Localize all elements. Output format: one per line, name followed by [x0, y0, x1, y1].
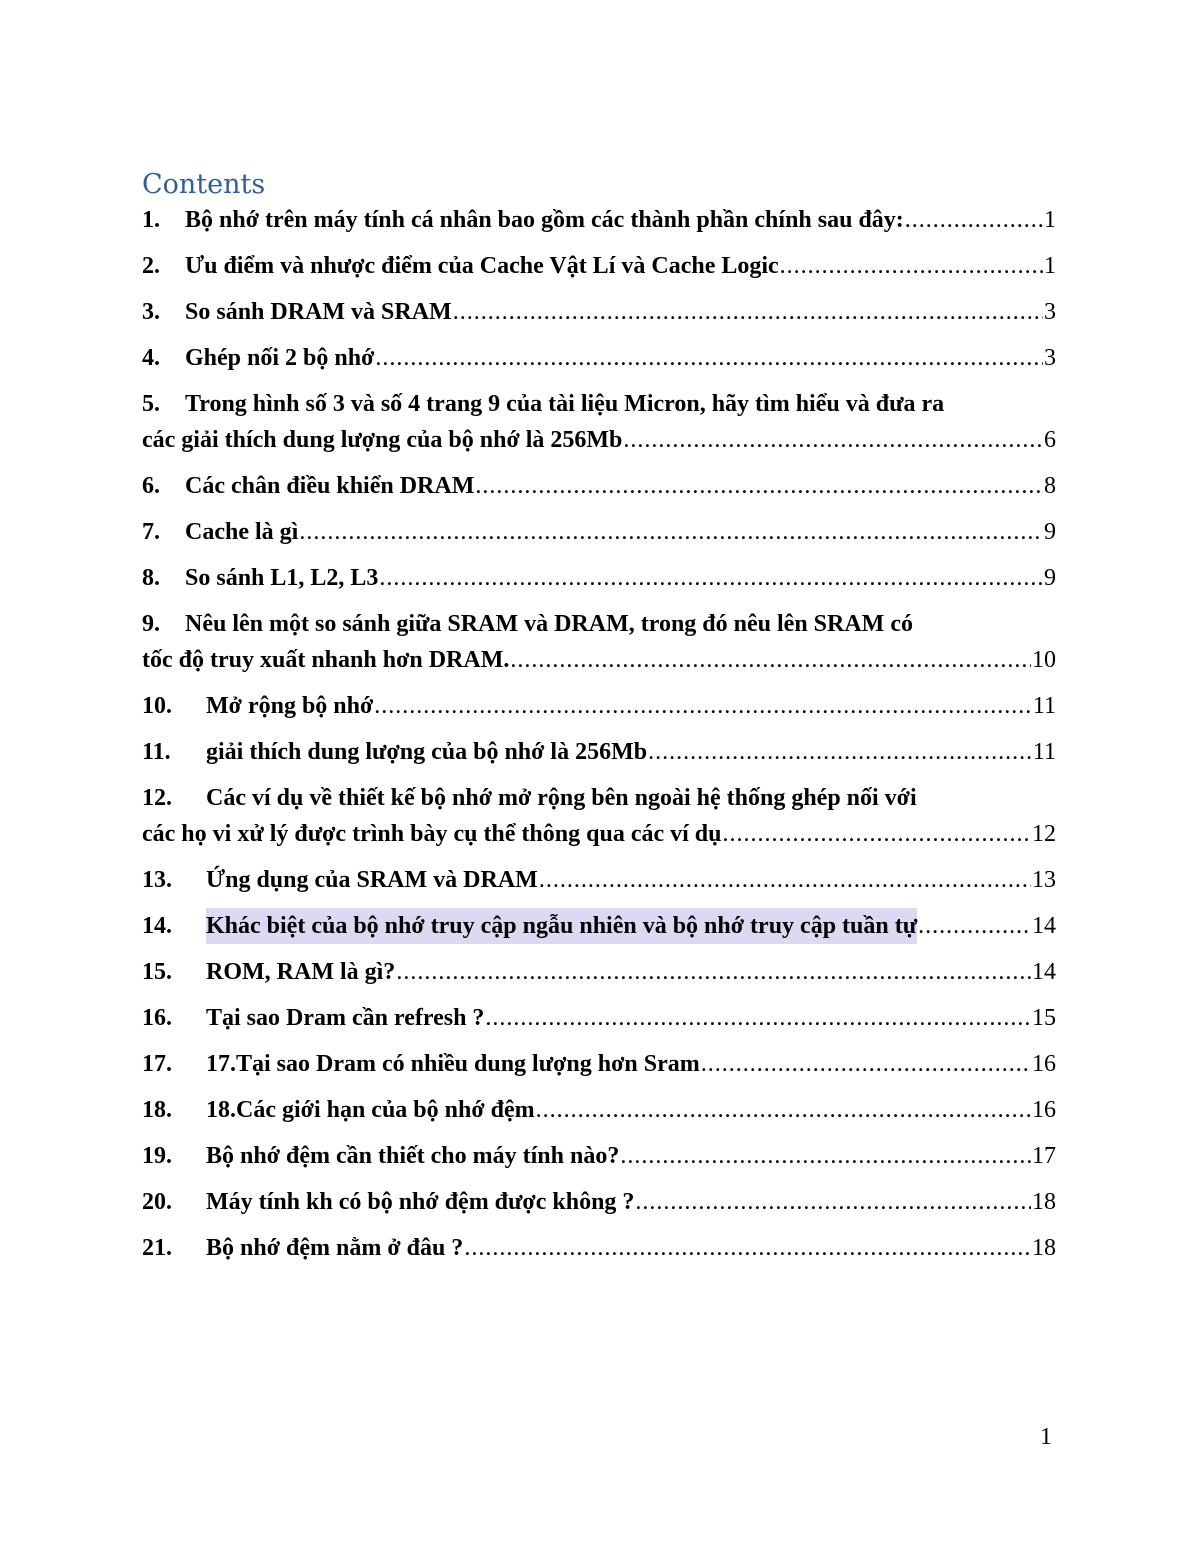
toc-dot-leader [485, 1000, 1031, 1036]
toc-entry-number: 12. [142, 785, 172, 811]
toc-entry-title: Tại sao Dram cần refresh ? [206, 1005, 485, 1031]
toc-entry-20[interactable] [142, 1184, 1056, 1220]
toc-entry-page: 16 [1032, 1051, 1056, 1077]
toc-entry-number: 4. [142, 345, 160, 371]
toc-entry-8[interactable] [142, 560, 1056, 596]
toc-entry-21[interactable] [142, 1230, 1056, 1266]
toc-heading: Contents [142, 169, 266, 200]
toc-entry-12[interactable] [142, 780, 1056, 852]
toc-entry-title: Mở rộng bộ nhớ [206, 693, 374, 719]
toc-entry-13[interactable] [142, 862, 1056, 898]
toc-entry-number: 1. [142, 207, 160, 233]
toc-entry-number: 7. [142, 519, 160, 545]
toc-entry-title: Bộ nhớ trên máy tính cá nhân bao gồm các thành phần chính sau đây: [185, 207, 904, 233]
toc-list [142, 202, 1056, 1276]
toc-entry-page: 3 [1044, 299, 1056, 325]
toc-dot-leader [375, 340, 1043, 376]
toc-entry-3[interactable] [142, 294, 1056, 330]
toc-entry-title: Bộ nhớ đệm nằm ở đâu ? [206, 1235, 464, 1261]
toc-entry-title: giải thích dung lượng của bộ nhớ là 256Mb [206, 739, 648, 765]
toc-entry-page: 9 [1044, 565, 1056, 591]
toc-entry-number: 16. [142, 1005, 172, 1031]
toc-entry-page: 18 [1032, 1235, 1056, 1261]
toc-entry-title-line2: các giải thích dung lượng của bộ nhớ là 256Mb [142, 427, 623, 453]
toc-entry-page: 10 [1032, 647, 1056, 673]
toc-entry-title-line2: tốc độ truy xuất nhanh hơn DRAM. [142, 647, 510, 673]
toc-dot-leader [396, 954, 1031, 990]
toc-entry-number: 18. [142, 1097, 172, 1123]
toc-entry-number: 17. [142, 1051, 172, 1077]
toc-dot-leader [299, 514, 1043, 550]
toc-entry-page: 6 [1044, 427, 1056, 453]
toc-entry-title: So sánh DRAM và SRAM [185, 299, 452, 325]
toc-dot-leader [464, 1230, 1031, 1266]
toc-dot-leader [539, 862, 1031, 898]
toc-entry-title-line1: Trong hình số 3 và số 4 trang 9 của tài liệu Micron, hãy tìm hiểu và đưa ra [185, 391, 945, 417]
toc-entry-number: 19. [142, 1143, 172, 1169]
toc-entry-page: 13 [1032, 867, 1056, 893]
toc-entry-10[interactable] [142, 688, 1056, 724]
toc-dot-leader [701, 1046, 1031, 1082]
toc-entry-title: Ghép nối 2 bộ nhớ [185, 345, 375, 371]
toc-dot-leader [374, 688, 1032, 724]
toc-entry-7[interactable] [142, 514, 1056, 550]
toc-entry-number: 13. [142, 867, 172, 893]
toc-entry-title: 18.Các giới hạn của bộ nhớ đệm [206, 1097, 535, 1123]
toc-entry-14[interactable] [142, 908, 1056, 944]
toc-entry-title-highlighted: Khác biệt của bộ nhớ truy cập ngẫu nhiên và bộ nhớ truy cập tuần tự [206, 908, 917, 944]
toc-entry-15[interactable] [142, 954, 1056, 990]
toc-entry-page: 15 [1032, 1005, 1056, 1031]
toc-entry-page: 3 [1044, 345, 1056, 371]
toc-entry-page: 8 [1044, 473, 1056, 499]
toc-dot-leader [918, 908, 1031, 944]
toc-entry-title: Các chân điều khiển DRAM [185, 473, 475, 499]
toc-dot-leader [379, 560, 1043, 596]
toc-entry-number: 8. [142, 565, 160, 591]
toc-entry-title: So sánh L1, L2, L3 [185, 565, 379, 591]
toc-dot-leader [648, 734, 1032, 770]
toc-entry-number: 14. [142, 913, 172, 939]
toc-entry-title-line1: Nêu lên một so sánh giữa SRAM và DRAM, trong đó nêu lên SRAM có [185, 611, 913, 637]
page-number: 1 [1040, 1424, 1052, 1450]
toc-entry-title: Ứng dụng của SRAM và DRAM [206, 867, 538, 893]
toc-entry-number: 20. [142, 1189, 172, 1215]
toc-entry-number: 3. [142, 299, 160, 325]
toc-dot-leader [475, 468, 1043, 504]
toc-dot-leader [623, 422, 1043, 458]
toc-entry-4[interactable] [142, 340, 1056, 376]
toc-entry-2[interactable] [142, 248, 1056, 284]
toc-entry-5[interactable] [142, 386, 1056, 458]
toc-entry-page: 9 [1044, 519, 1056, 545]
toc-entry-number: 2. [142, 253, 160, 279]
toc-entry-title-line2: các họ vi xử lý được trình bày cụ thể thông qua các ví dụ [142, 821, 722, 847]
toc-dot-leader [905, 202, 1043, 238]
toc-entry-page: 1 [1044, 207, 1056, 233]
toc-entry-16[interactable] [142, 1000, 1056, 1036]
toc-entry-6[interactable] [142, 468, 1056, 504]
toc-entry-number: 5. [142, 391, 160, 417]
toc-entry-page: 11 [1032, 693, 1056, 719]
toc-dot-leader [780, 248, 1043, 284]
toc-dot-leader [536, 1092, 1031, 1128]
toc-entry-number: 9. [142, 611, 160, 637]
toc-entry-page: 18 [1032, 1189, 1056, 1215]
toc-entry-number: 15. [142, 959, 172, 985]
toc-entry-page: 14 [1032, 913, 1056, 939]
toc-entry-page: 11 [1032, 739, 1056, 765]
toc-dot-leader [620, 1138, 1031, 1174]
toc-entry-title: 17.Tại sao Dram có nhiều dung lượng hơn Sram [206, 1051, 700, 1077]
toc-entry-page: 14 [1032, 959, 1056, 985]
toc-entry-number: 11. [142, 739, 171, 765]
toc-entry-page: 17 [1032, 1143, 1056, 1169]
toc-entry-number: 10. [142, 693, 172, 719]
toc-entry-18[interactable] [142, 1092, 1056, 1128]
toc-entry-number: 6. [142, 473, 160, 499]
toc-dot-leader [510, 642, 1031, 678]
toc-entry-page: 16 [1032, 1097, 1056, 1123]
toc-entry-title: Bộ nhớ đệm cần thiết cho máy tính nào? [206, 1143, 620, 1169]
toc-entry-17[interactable] [142, 1046, 1056, 1082]
toc-entry-11[interactable] [142, 734, 1056, 770]
toc-entry-1[interactable] [142, 202, 1056, 238]
toc-entry-title: ROM, RAM là gì? [206, 959, 396, 985]
toc-entry-9[interactable] [142, 606, 1056, 678]
toc-entry-19[interactable] [142, 1138, 1056, 1174]
toc-dot-leader [453, 294, 1043, 330]
toc-dot-leader [635, 1184, 1031, 1220]
toc-entry-title: Cache là gì [185, 519, 299, 545]
toc-entry-page: 12 [1032, 821, 1056, 847]
toc-entry-page: 1 [1044, 253, 1056, 279]
toc-entry-title: Ưu điểm và nhược điểm của Cache Vật Lí và Cache Logic [185, 253, 779, 279]
toc-entry-number: 21. [142, 1235, 172, 1261]
toc-entry-title: Máy tính kh có bộ nhớ đệm được không ? [206, 1189, 635, 1215]
toc-entry-title-line1: Các ví dụ về thiết kế bộ nhớ mở rộng bên ngoài hệ thống ghép nối với [206, 785, 917, 811]
toc-dot-leader [722, 816, 1031, 852]
